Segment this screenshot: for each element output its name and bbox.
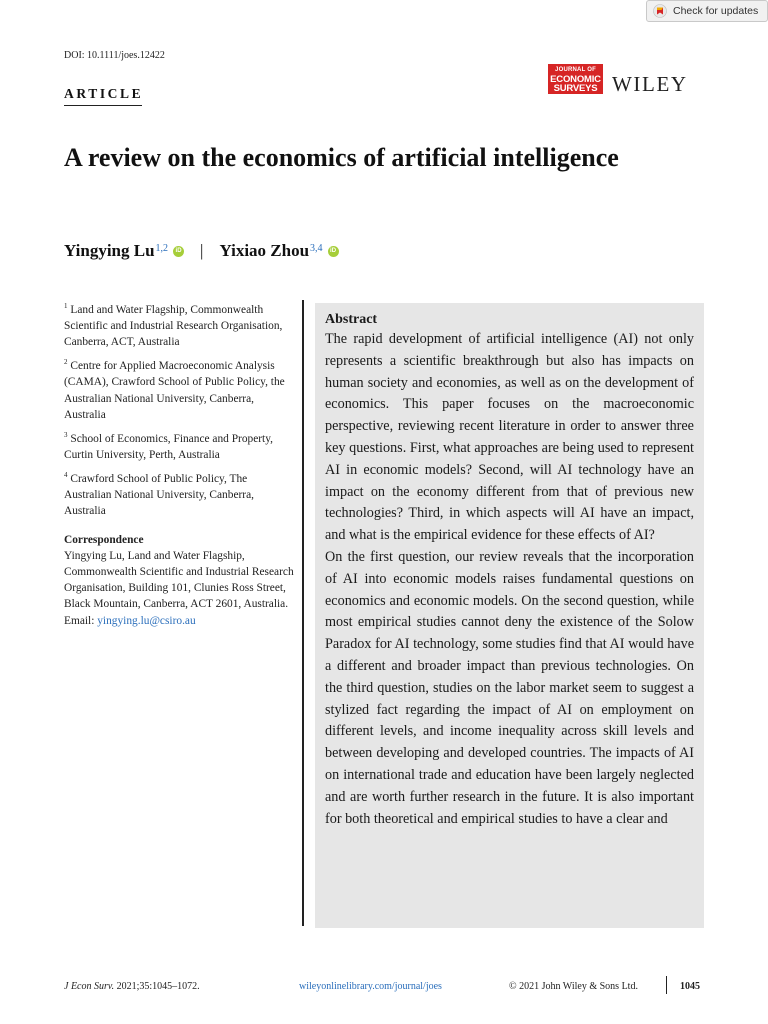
affiliation-number: 4 xyxy=(64,471,68,480)
affiliations-column xyxy=(64,298,296,629)
affiliation-number: 1 xyxy=(64,302,68,310)
journal-logo-line: SURVEYS xyxy=(553,82,598,94)
affiliation xyxy=(64,427,296,463)
affiliation xyxy=(64,298,296,350)
footer-journal-abbrev: J Econ Surv. xyxy=(64,981,115,992)
doi: DOI: 10.1111/joes.12422 xyxy=(64,50,165,61)
correspondence-heading: Correspondence xyxy=(64,533,144,546)
correspondence-text: Yingying Lu, Land and Water Flagship, Commonwealth Scientific and Industrial Research Organisation, Building 101, Clunies Ross Street, Black Mountain, Canberra, ACT 2601, Australia. xyxy=(64,549,294,611)
publisher-logo: WILEY xyxy=(612,72,688,96)
affiliation-text: School of Economics, Finance and Property, Curtin University, Perth, Australia xyxy=(64,432,274,462)
affiliation xyxy=(64,354,296,423)
email-label: Email: xyxy=(64,614,95,627)
page-number: 1045 xyxy=(680,981,700,992)
orcid-icon[interactable]: iD xyxy=(173,246,184,257)
footer-url-link[interactable]: wileyonlinelibrary.com/journal/joes xyxy=(299,981,442,992)
author-name[interactable]: Yixiao Zhou xyxy=(219,241,310,260)
author-affiliation-ref[interactable]: 1,2 xyxy=(155,242,169,254)
journal-logo-line: ECONOMIC xyxy=(550,73,601,85)
abstract-paragraph: The rapid development of artificial intelligence (AI) not only represents a scientific breakthrough but also has impacts on human society and economies, as well as on the development of economics. This paper focuses on the macroeconomic perspective, reviewing recent literature in order to answer three key questions. First, what approaches are being used to represent AI in economic models? Second, will AI technology have an impact on the economy different from that of previous new technologies? Third, in which aspects will AI have an impact, and what is the empirical evidence for these effects of AI? xyxy=(325,331,694,544)
article-label-underline xyxy=(64,105,142,106)
abstract-heading: Abstract xyxy=(325,312,378,327)
affiliation xyxy=(64,467,296,519)
footer-divider xyxy=(666,976,667,994)
abstract-paragraph: On the first question, our review reveals that the incorporation of AI into economic models raises fundamental questions on economics and economic models. On the second question, while most empirical studies cannot deny the existence of the Solow Paradox for AI technology, some studies find that AI would have a different and broader impact than previous technologies. On the third question, studies on the labor market seem to suggest a stylized fact regarding the impact of AI on employment on different levels, and income inequality across skill levels and between developing and developed countries. The impacts of AI on international trade and education have been largely neglected and are worth further research in the future. It is also important for both theoretical and empirical studies to have a clear and xyxy=(325,548,694,827)
affiliation-text: Land and Water Flagship, Commonwealth Scientific and Industrial Research Organisation, Canberra, ACT, Australia xyxy=(64,303,283,349)
abstract-box xyxy=(315,303,704,928)
footer-copyright: © 2021 John Wiley & Sons Ltd. xyxy=(509,981,638,992)
article-type-label: ARTICLE xyxy=(64,86,144,101)
author-list xyxy=(64,241,339,261)
check-for-updates-label: Check for updates xyxy=(673,5,759,17)
orcid-icon[interactable]: iD xyxy=(328,246,339,257)
author-separator: | xyxy=(200,241,204,260)
author-name[interactable]: Yingying Lu xyxy=(64,241,155,260)
check-updates-icon xyxy=(653,4,667,18)
paper-title: A review on the economics of artificial intelligence xyxy=(64,143,619,172)
affiliation-number: 3 xyxy=(64,431,68,440)
column-divider xyxy=(302,300,304,926)
author-affiliation-ref[interactable]: 3,4 xyxy=(310,242,323,254)
correspondence-email-line xyxy=(64,613,296,629)
affiliation-number: 2 xyxy=(64,358,68,367)
affiliation-text: Crawford School of Public Policy, The Australian National University, Canberra, Australia xyxy=(64,473,254,518)
journal-logo-line: JOURNAL OF xyxy=(555,66,596,73)
check-for-updates-button[interactable] xyxy=(646,0,768,22)
footer-volume-pages: 2021;35:1045–1072. xyxy=(116,981,200,992)
email-link[interactable]: yingying.lu@csiro.au xyxy=(97,614,196,627)
journal-logo xyxy=(548,64,603,94)
footer-citation xyxy=(64,981,200,992)
affiliation-text: Centre for Applied Macroeconomic Analysis (CAMA), Crawford School of Public Policy, the Australian National University, Canberra, Australia xyxy=(64,360,285,421)
